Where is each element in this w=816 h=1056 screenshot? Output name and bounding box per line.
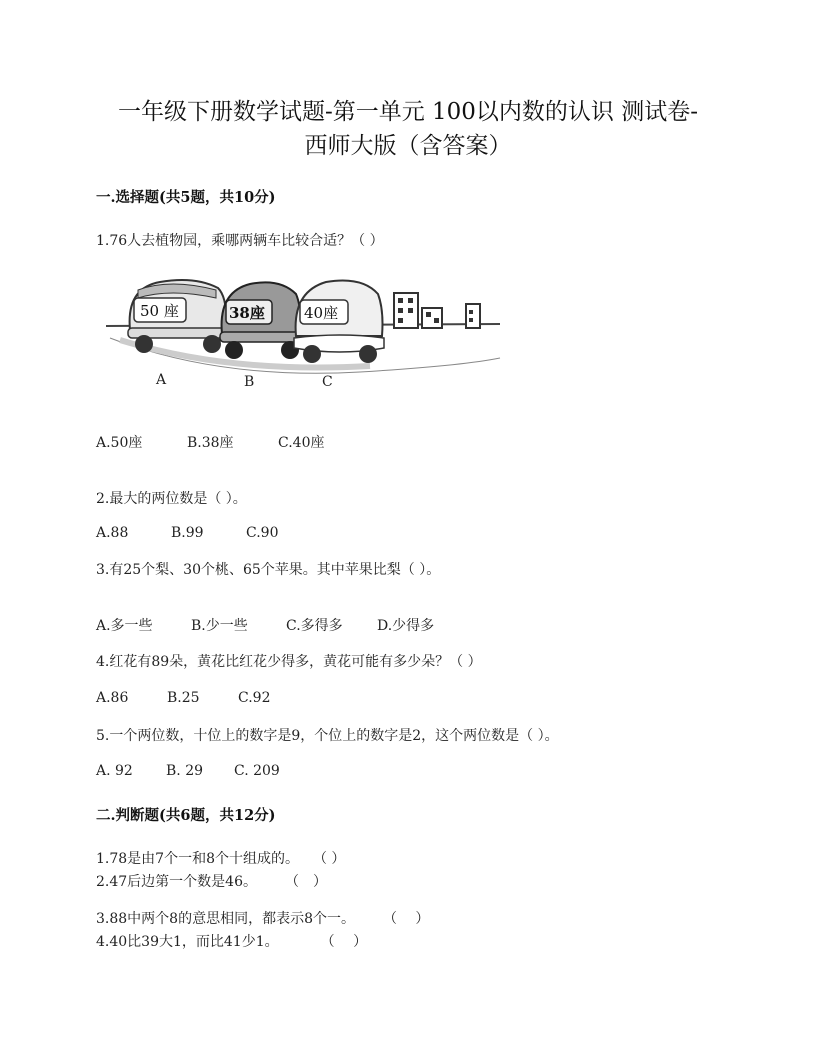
option-a[interactable]: A.多一些 [96, 618, 153, 634]
option-b[interactable]: B.25 [167, 690, 200, 706]
option-c[interactable]: C.90 [246, 525, 279, 541]
question-text: 1.76人去植物园，乘哪两辆车比较合适？（ ） [96, 233, 384, 249]
option-b[interactable]: B. 29 [166, 763, 204, 779]
bus-letter-a: A [156, 372, 167, 388]
option-c[interactable]: C.40座 [278, 435, 325, 451]
title-line-1: 一年级下册数学试题-第一单元 100以内数的认识 测试卷- [117, 99, 699, 125]
bus-letter-b: B [244, 374, 255, 390]
option-b[interactable]: B.99 [171, 525, 204, 541]
section-heading-choice: 一.选择题(共5题，共10分) [96, 189, 276, 206]
option-c[interactable]: C. 209 [234, 763, 280, 779]
judgement-item: 1.78是由7个一和8个十组成的。 （ ） [96, 851, 346, 867]
option-b[interactable]: B.38座 [187, 435, 234, 451]
section-heading-judgement: 二.判断题(共6题，共12分) [96, 807, 276, 824]
bus-sign-c: 40座 [304, 304, 339, 322]
judgement-item: 2.47后边第一个数是46。 （ ） [96, 874, 327, 890]
option-c[interactable]: C.多得多 [286, 618, 343, 634]
option-a[interactable]: A.86 [96, 690, 129, 706]
question-text: 3.有25个梨、30个桃、65个苹果。其中苹果比梨（ ）。 [96, 562, 441, 578]
judgement-item: 3.88中两个8的意思相同，都表示8个一。 （ ） [96, 911, 430, 927]
option-a[interactable]: A.50座 [96, 435, 143, 451]
option-d[interactable]: D.少得多 [377, 618, 435, 634]
option-a[interactable]: A. 92 [96, 763, 133, 779]
option-b[interactable]: B.少一些 [191, 618, 248, 634]
bus-letter-c: C [322, 374, 333, 390]
question-text: 5.一个两位数，十位上的数字是9，个位上的数字是2，这个两位数是（ ）。 [96, 728, 559, 744]
bus-sign-b: 38座 [229, 304, 265, 322]
question-text: 2.最大的两位数是（ ）。 [96, 491, 247, 507]
bus-sign-a: 50 座 [140, 302, 179, 320]
option-a[interactable]: A.88 [96, 525, 129, 541]
bus-illustration [100, 268, 502, 390]
question-text: 4.红花有89朵，黄花比红花少得多，黄花可能有多少朵？（ ） [96, 654, 482, 670]
option-c[interactable]: C.92 [238, 690, 271, 706]
title-line-2: 西师大版（含答案） [304, 133, 512, 159]
judgement-item: 4.40比39大1，而比41少1。 （ ） [96, 934, 368, 950]
